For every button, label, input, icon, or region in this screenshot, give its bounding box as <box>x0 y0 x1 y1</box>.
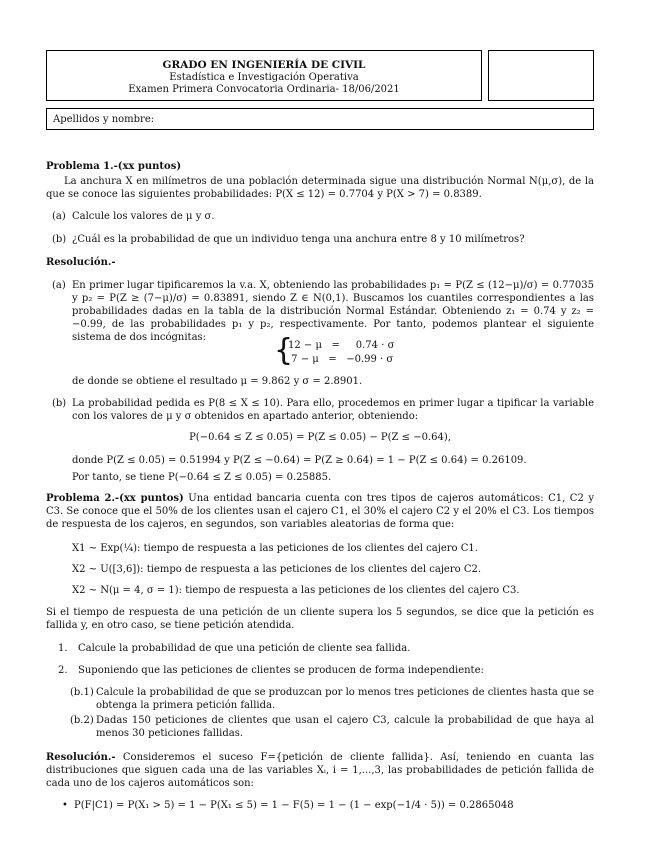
question-label: (a) <box>52 211 66 222</box>
subquestion-b2 <box>70 714 594 740</box>
answer-b <box>52 397 594 423</box>
problem2-heading: Problema 2.-(xx puntos) <box>46 493 184 504</box>
var-x1: X1 ∼ Exp(¼): tiempo de respuesta a las peticiones de los clientes del cajero C1. <box>72 543 478 554</box>
problem2-resolution <box>46 751 594 790</box>
question-label: 2. <box>58 665 68 676</box>
problem1-heading: Problema 1.-(xx puntos) <box>46 161 182 172</box>
problem2-statement: Una entidad bancaria cuenta con tres tipos de cajeros automáticos: C1, C2 y C3. Se conoce que el 50% de los clientes usan el cajero C1, el 30% el cajero C2 y el 20% el C3. Los tiempos de respuesta de los cajeros, en segundos, son variables aleatorias de forma que: <box>46 493 594 530</box>
question-text: Calcule la probabilidad de que una petición de cliente sea fallida. <box>78 643 411 654</box>
problem2-resolution-heading: Resolución.- <box>46 752 116 763</box>
problem1-question-a <box>52 210 594 223</box>
question-label: 1. <box>58 643 68 654</box>
subquestion-label: (b.2) <box>70 715 94 726</box>
var-x3: X2 ∼ N(μ = 4, σ = 1): tiempo de respuesta a las peticiones de los clientes del cajero C3. <box>72 585 520 596</box>
answer-label: (b) <box>52 398 67 409</box>
subquestion-label: (b.1) <box>70 687 94 698</box>
answer-a-result: de donde se obtiene el resultado μ = 9.862 y σ = 2.8901. <box>72 376 363 387</box>
subquestion-text: Dadas 150 peticiones de clientes que usan el cajero C3, calcule la probabilidad de que haya al menos 30 peticiones fallidas. <box>96 715 594 739</box>
problem1-resolution-heading: Resolución.- <box>46 257 116 268</box>
system-row-2: 7 − μ = −0.99 · σ <box>288 354 394 365</box>
problem2-intro <box>46 492 594 531</box>
answer-b-line2: donde P(Z ≤ 0.05) = 0.51994 y P(Z ≤ −0.64) = P(Z ≥ 0.64) = 1 − P(Z ≤ 0.64) = 0.26109. <box>72 455 527 466</box>
problem2-condition: Si el tiempo de respuesta de una petición de un cliente supera los 5 segundos, se dice que la petición es fallida y, en otro caso, se tiene petición atendida. <box>46 607 594 631</box>
name-field[interactable] <box>46 108 594 130</box>
answer-a <box>52 279 594 344</box>
question-text: Calcule los valores de μ y σ. <box>72 211 215 222</box>
equation-system <box>274 333 395 368</box>
answer-b-text: La probabilidad pedida es P(8 ≤ X ≤ 10). Para ello, procedemos en primer lugar a tipificar la variable con los valores de μ y σ obtenidos en apartado anterior, obteniendo: <box>72 398 594 422</box>
system-row-1: 12 − μ = 0.74 · σ <box>288 340 395 351</box>
bullet-formula: P(F|C1) = P(X₁ > 5) = 1 − P(X₁ ≤ 5) = 1 − F(5) = 1 − (1 − exp(−1/4 · 5)) = 0.2865048 <box>74 800 514 811</box>
grade-box <box>488 50 594 101</box>
exam-header <box>46 50 482 101</box>
answer-a-text: En primer lugar tipificaremos la v.a. X, obteniendo las probabilidades p₁ = P(Z ≤ (12−μ)/σ) = 0.77035 y p₂ = P(Z ≥ (7−μ)/σ) = 0.83891, siendo Z ∈ N(0,1). Buscamos los cuantiles correspondientes a las probabilidades dadas en la tabla de la distribución Normal Estándar. Obteniendo z₁ = 0.74 y z₂ = −0.99, de las probabilidades p₁ y p₂, respectivamente. Por tanto, podemos plantear el siguiente sistema de dos incógnitas: <box>72 280 594 343</box>
name-label: Apellidos y nombre: <box>53 114 155 125</box>
brace-glyph: { <box>274 333 294 368</box>
course-subtitle: Estadística e Investigación Operativa <box>169 72 359 83</box>
question-text: Suponiendo que las peticiones de clientes se producen de forma independiente: <box>78 665 484 676</box>
problem1-statement: La anchura X en milímetros de una población determinada sigue una distribución Normal N(μ,σ), de la que se conoce las siguientes probabilidades: P(X ≤ 12) = 0.7704 y P(X > 7) = 0.8389. <box>46 176 594 200</box>
answer-b-formula: P(−0.64 ≤ Z ≤ 0.05) = P(Z ≤ 0.05) − P(Z ≤ −0.64), <box>189 432 451 443</box>
problem2-resolution-text: Consideremos el suceso F={petición de cliente fallida}. Así, teniendo en cuanta las distribuciones que siguen cada una de las variables Xᵢ, i = 1,...,3, las probabilidades de petición fallida de cada uno de los cajeros automáticos son: <box>46 752 594 789</box>
degree-title: GRADO EN INGENIERÍA DE CIVIL <box>162 59 366 71</box>
problem2-question-2 <box>58 664 594 677</box>
subquestion-b1 <box>70 686 594 712</box>
problem2-question-1 <box>58 642 594 655</box>
exam-session: Examen Primera Convocatoria Ordinaria- 18/06/2021 <box>128 84 400 95</box>
subquestion-text: Calcule la probabilidad de que se produzcan por lo menos tres peticiones de clientes hasta que se obtenga la primera petición fallida. <box>96 687 594 711</box>
var-x2: X2 ∼ U([3,6]): tiempo de respuesta a las peticiones de los clientes del cajero C2. <box>72 564 482 575</box>
answer-label: (a) <box>52 280 66 291</box>
answer-b-line3: Por tanto, se tiene P(−0.64 ≤ Z ≤ 0.05) = 0.25885. <box>72 472 332 483</box>
bullet-icon: • <box>62 800 68 811</box>
question-text: ¿Cuál es la probabilidad de que un individuo tenga una anchura entre 8 y 10 milímetros? <box>72 234 525 245</box>
problem1-question-b <box>52 233 594 246</box>
question-label: (b) <box>52 234 67 245</box>
